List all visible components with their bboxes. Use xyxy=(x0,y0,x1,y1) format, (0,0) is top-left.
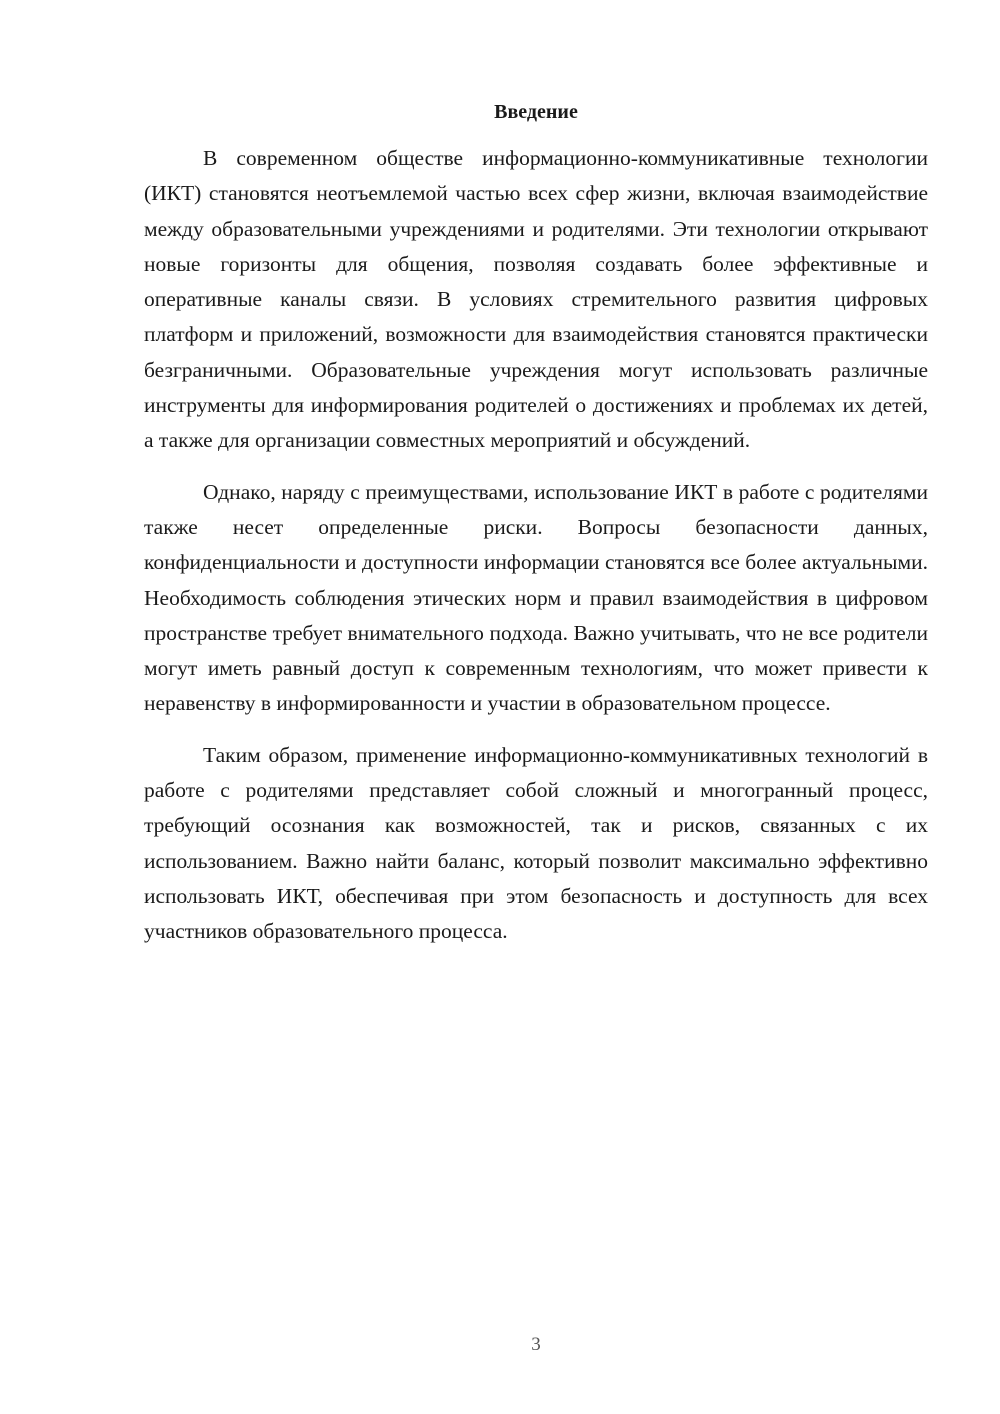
paragraph-2: Однако, наряду с преимуществами, использование ИКТ в работе с родителями также несет определенные риски. Вопросы безопасности данных, конфиденциальности и доступности информации становятся все более актуальными. Необходимость соблюдения этических норм и правил взаимодействия в цифровом пространстве требует внимательного подхода. Важно учитывать, что не все родители могут иметь равный доступ к современным технологиям, что может привести к неравенству в информированности и участии в образовательном процессе. xyxy=(144,479,928,716)
paragraph-1: В современном обществе информационно-коммуникативные технологии (ИКТ) становятся неотъемлемой частью всех сфер жизни, включая взаимодействие между образовательными учреждениями и родителями. Эти технологии открывают новые горизонты для общения, позволяя создавать более эффективные и оперативные каналы связи. В условиях стремительного развития цифровых платформ и приложений, возможности для взаимодействия становятся практически безграничными. Образовательные учреждения могут использовать различные инструменты для информирования родителей о достижениях и проблемах их детей, а также для организации совместных мероприятий и обсуждений. xyxy=(144,146,928,453)
paragraph-3: Таким образом, применение информационно-коммуникативных технологий в работе с родителями представляет собой сложный и многогранный процесс, требующий осознания как возможностей, так и рисков, связанных с их использованием. Важно найти баланс, который позволит максимально эффективно использовать ИКТ, обеспечивая при этом безопасность и доступность для всех участников образовательного процесса. xyxy=(144,742,928,944)
section-heading: Введение xyxy=(494,101,578,123)
page-content xyxy=(144,95,928,950)
page-number: 3 xyxy=(531,1334,541,1355)
